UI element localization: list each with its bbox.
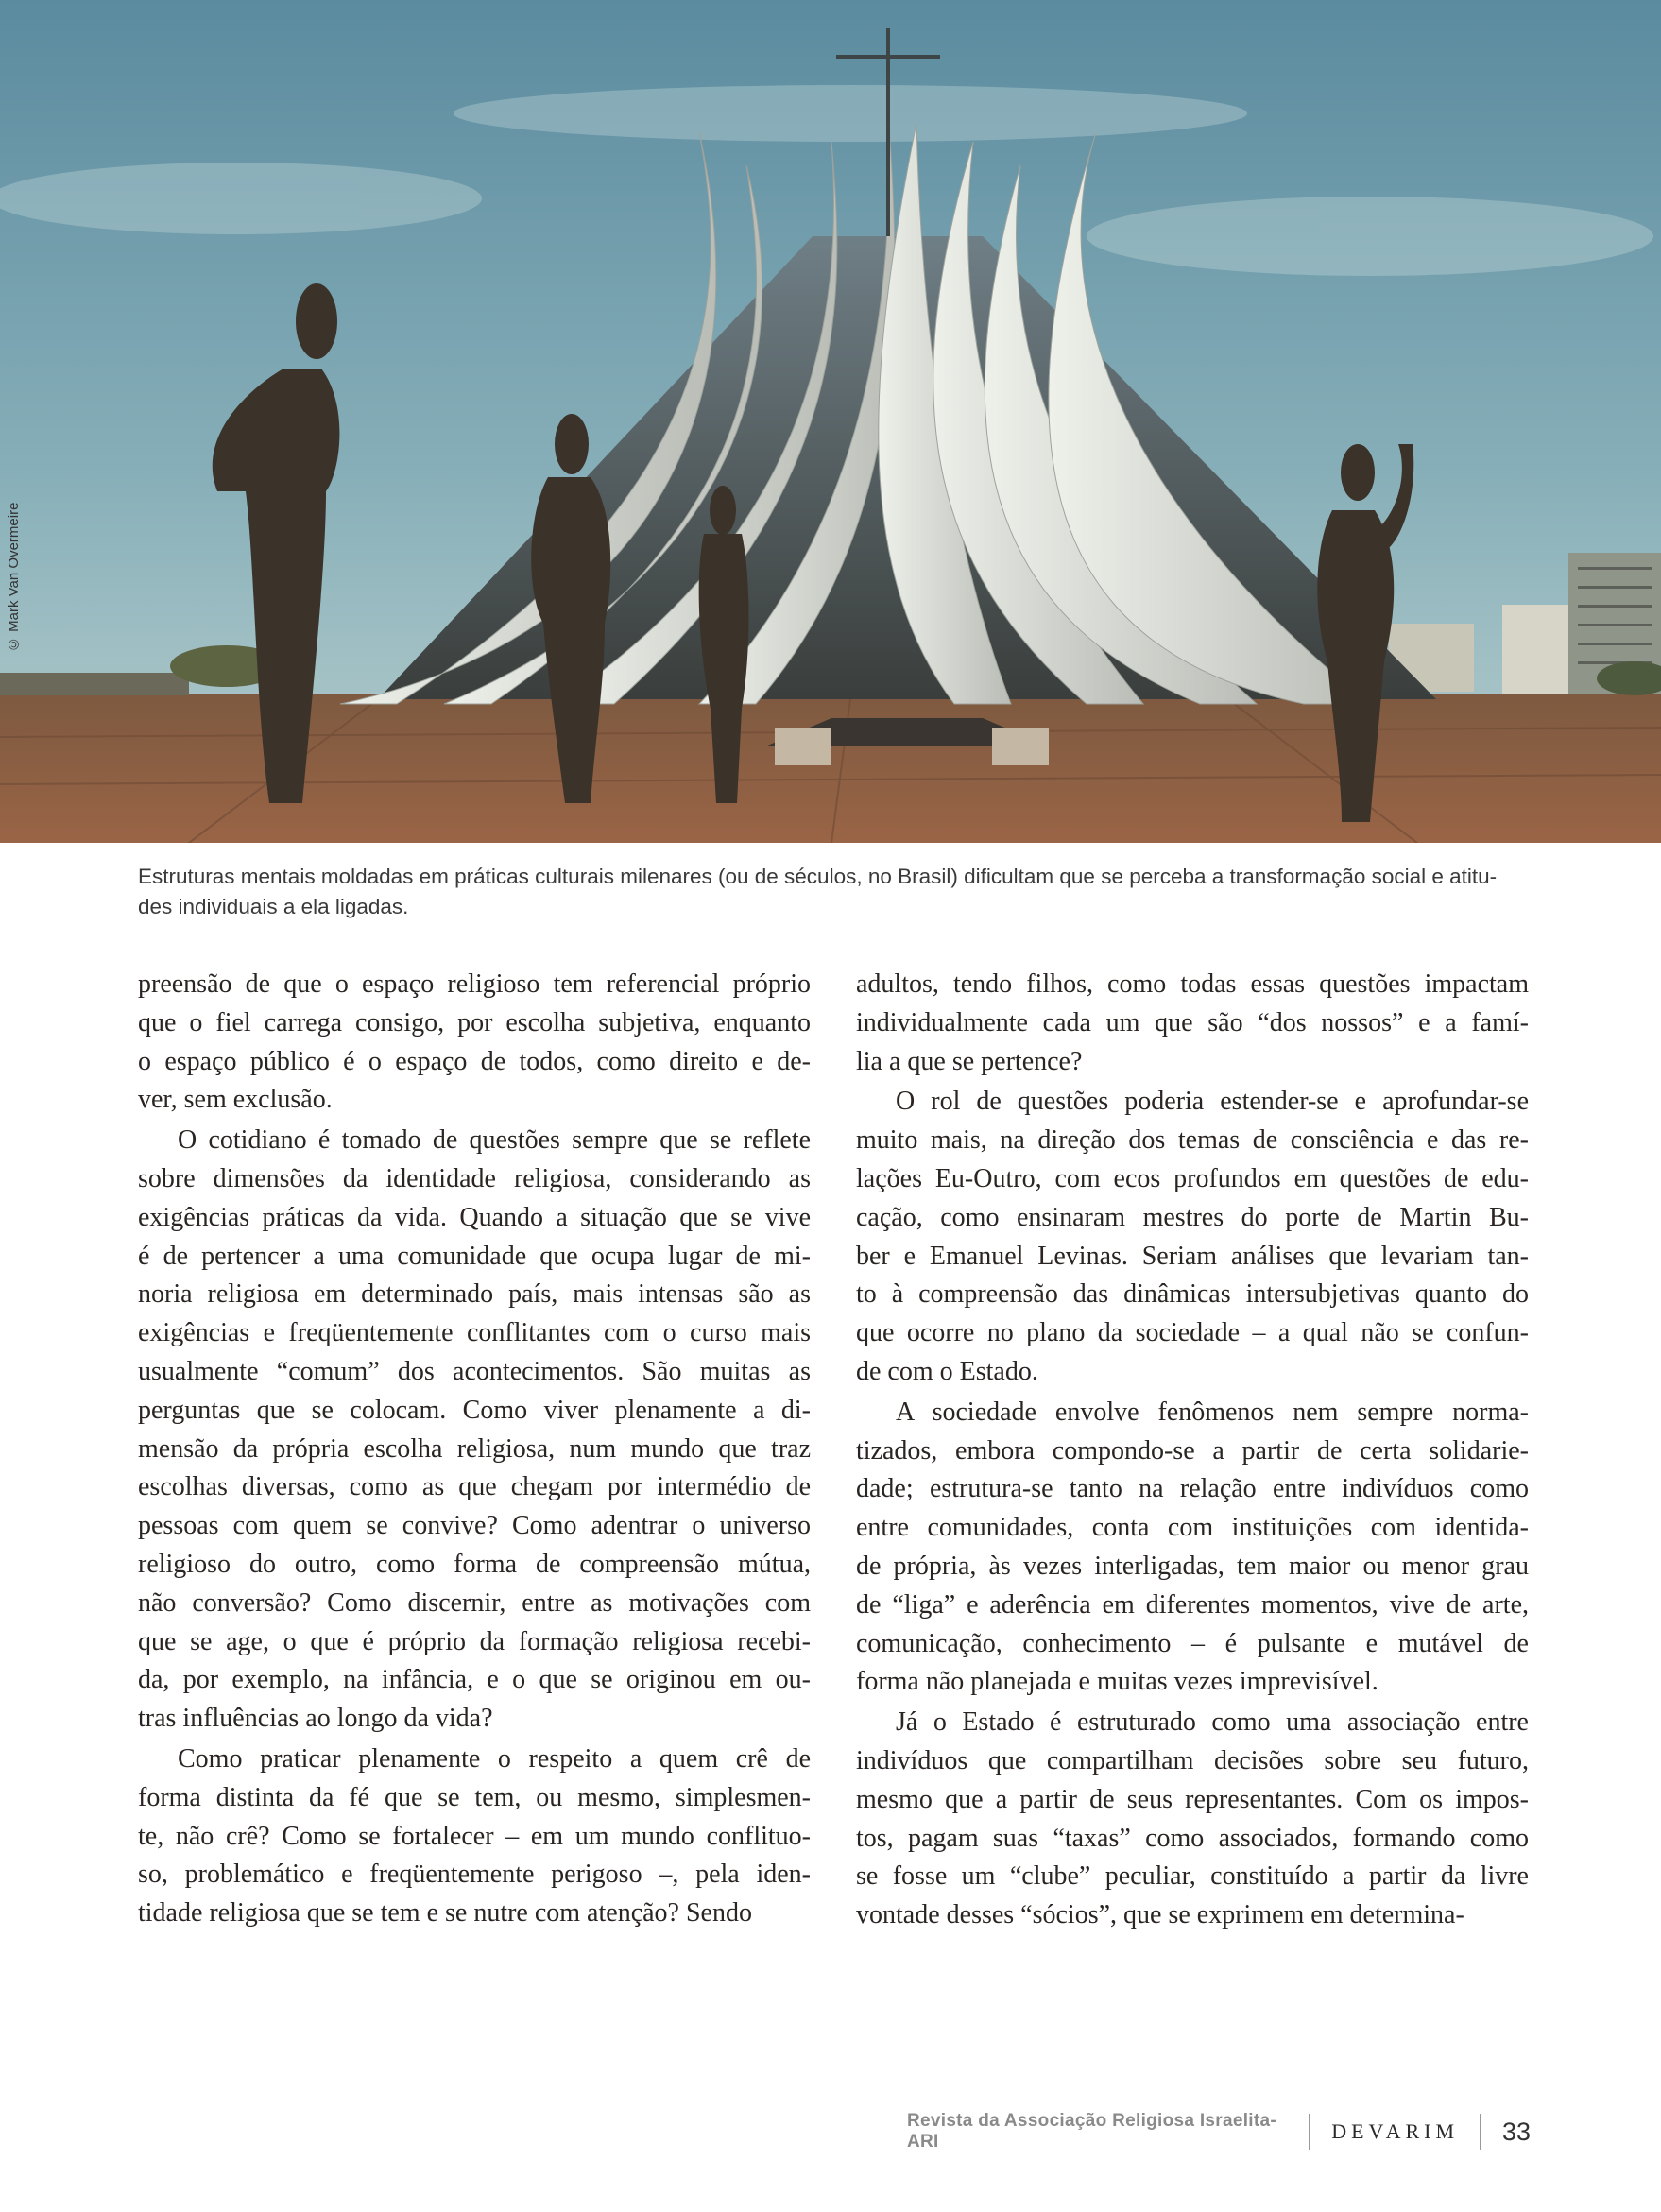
text-line: escolhas diversas, como as que chegam por intermédio de (138, 1472, 811, 1502)
text-line: O rol de questões poderia estender-se e aprofundar-se (896, 1087, 1529, 1117)
text-line: so, problemático e freqüentemente perigoso –, pela iden- (138, 1860, 811, 1890)
text-line: sobre dimensões da identidade religiosa, considerando as (138, 1163, 811, 1193)
text-line: tizados, embora compondo-se a partir de certa solidarie- (856, 1435, 1529, 1466)
article-left-column (138, 966, 811, 1935)
text-line: religioso do outro, como forma de compreensão mútua, (138, 1549, 811, 1579)
text-line: tras influências ao longo da vida? (138, 1704, 493, 1734)
ground (0, 694, 1661, 843)
text-line: A sociedade envolve fenômenos nem sempre norma- (896, 1397, 1529, 1427)
article-paragraph (138, 966, 811, 1120)
footer-divider (1309, 2114, 1310, 2150)
photo-caption (138, 862, 1527, 922)
text-line: individualmente cada um que são “dos nossos” e a famí- (856, 1007, 1529, 1037)
text-line: entre comunidades, conta com instituições com identida- (856, 1513, 1529, 1543)
text-line: comunicação, conhecimento – é pulsante e mutável de (856, 1628, 1529, 1658)
article-right-column (856, 966, 1529, 1937)
article-paragraph (856, 1083, 1529, 1391)
text-line: preensão de que o espaço religioso tem referencial próprio (138, 969, 811, 999)
article-paragraph (856, 1704, 1529, 1935)
text-line: ver, sem exclusão. (138, 1085, 333, 1115)
text-line: de própria, às vezes interligadas, tem maior ou menor grau (856, 1551, 1529, 1581)
text-line: ber e Emanuel Levinas. Seriam análises que levariam tan- (856, 1241, 1529, 1271)
text-line: noria religiosa em determinado país, mais intensas são as (138, 1279, 811, 1310)
text-line: mesmo que a partir de seus representantes. Com os impos- (856, 1784, 1529, 1814)
text-line: te, não crê? Como se fortalecer – em um mundo conflituo- (138, 1821, 811, 1851)
page-footer (907, 2113, 1531, 2151)
article-paragraph (856, 966, 1529, 1081)
text-line: to à compreensão das dinâmicas intersubjetivas quanto do (856, 1279, 1529, 1310)
magazine-title: Revista da Associação Religiosa Israelita-ARI (906, 2111, 1276, 2152)
caption-line: Estruturas mentais moldadas em práticas culturais milenares (ou de séculos, no Brasil) dificultam que se perceba a transformação social e atitu- (138, 865, 1498, 888)
text-line: perguntas que se colocam. Como viver plenamente a di- (138, 1395, 811, 1425)
text-line: tidade religiosa que se tem e se nutre com atenção? Sendo (138, 1898, 752, 1929)
text-line: adultos, tendo filhos, como todas essas questões impactam (856, 969, 1529, 999)
text-line: da, por exemplo, na infância, e o que se originou em ou- (138, 1665, 811, 1695)
text-line: de “liga” e aderência em diferentes momentos, vive de arte, (856, 1589, 1529, 1620)
text-line: que ocorre no plano da sociedade – a qual não se confun- (856, 1318, 1529, 1348)
text-line: dade; estrutura-se tanto na relação entre indivíduos como (856, 1474, 1529, 1504)
text-line: lia a que se pertence? (856, 1046, 1083, 1076)
text-line: de com o Estado. (856, 1356, 1038, 1386)
article-paragraph (138, 1740, 811, 1933)
text-line: forma distinta da fé que se tem, ou mesmo, simplesmen- (138, 1782, 811, 1812)
caption-line: des individuais a ela ligadas. (138, 895, 409, 918)
text-line: Como praticar plenamente o respeito a quem crê de (178, 1743, 811, 1774)
text-line: tos, pagam suas “taxas” como associados, formando como (856, 1823, 1529, 1853)
text-line: cação, como ensinaram mestres do porte de Martin Bu- (856, 1202, 1529, 1232)
photo-credit: © Mark Van Overmeire (6, 502, 22, 652)
text-line: exigências e freqüentemente conflitantes com o curso mais (138, 1318, 811, 1348)
footer-divider (1480, 2114, 1481, 2150)
text-line: que o fiel carrega consigo, por escolha subjetiva, enquanto (138, 1007, 811, 1037)
text-line: o espaço público é o espaço de todos, como direito e de- (138, 1046, 811, 1076)
text-line: que se age, o que é próprio da formação religiosa recebi- (138, 1626, 811, 1656)
text-line: usualmente “comum” dos acontecimentos. São muitas as (138, 1356, 811, 1386)
text-line: muito mais, na direção dos temas de consciência e das re- (856, 1125, 1529, 1156)
text-line: pessoas com quem se convive? Como adentrar o universo (138, 1511, 811, 1541)
text-line: não conversão? Como discernir, entre as motivações com (138, 1587, 811, 1618)
text-line: é de pertencer a uma comunidade que ocupa lugar de mi- (138, 1241, 811, 1271)
text-line: forma não planejada e muitas vezes imprevisível. (856, 1667, 1378, 1697)
cover-photo (0, 0, 1661, 843)
text-line: mensão da própria escolha religiosa, num mundo que traz (138, 1433, 811, 1464)
text-line: vontade desses “sócios”, que se exprimem em determina- (856, 1900, 1464, 1930)
article-paragraph (138, 1122, 811, 1739)
article-paragraph (856, 1394, 1529, 1702)
text-line: O cotidiano é tomado de questões sempre que se reflete (178, 1125, 811, 1156)
cathedral-photo (0, 0, 1661, 843)
text-line: lações Eu-Outro, com ecos profundos em questões de edu- (856, 1163, 1529, 1193)
page-number: 33 (1501, 2117, 1531, 2146)
text-line: Já o Estado é estruturado como uma associação entre (896, 1707, 1529, 1738)
brand-name: DEVARIM (1331, 2119, 1460, 2143)
text-line: exigências práticas da vida. Quando a situação que se vive (138, 1202, 811, 1232)
text-line: indivíduos que compartilham decisões sobre seu futuro, (856, 1745, 1529, 1775)
text-line: se fosse um “clube” peculiar, constituído a partir da livre (856, 1861, 1529, 1892)
